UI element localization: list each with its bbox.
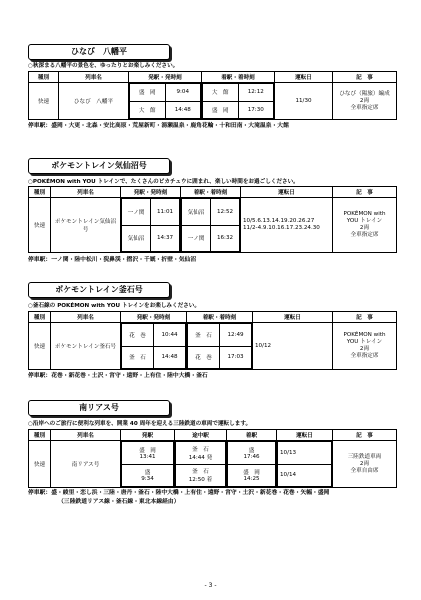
header-departure: 発駅・発時刻 [129, 72, 202, 83]
dep-station: 花 巻 [122, 324, 154, 347]
header-train-name: 列車名 [51, 430, 121, 441]
stopping-stations: 停車駅：盛岡・大更・北森・安比高原・荒屋新町・湯瀬温泉・鹿角花輪・十和田南・大滝温泉・大館 [28, 123, 289, 129]
intermediate-cell [175, 441, 227, 488]
departure-cell [121, 441, 175, 488]
dep-time: 11:01 [151, 199, 180, 226]
header-operating-days: 運転日 [275, 72, 333, 83]
header-operating-days: 運転日 [253, 312, 333, 323]
departure-cell [129, 83, 202, 120]
dep-station: 釜 石 [122, 346, 154, 369]
train-name: ポケモントレイン気仙沼号 [51, 198, 121, 253]
arr-station: 盛 岡 [203, 101, 239, 119]
arr-time: 14:25 [243, 476, 260, 483]
header-operating-days: 運転日 [241, 187, 333, 198]
header-type: 種別 [29, 187, 51, 198]
operating-days: 10/12 [253, 323, 333, 370]
section-title: ひなび 八幡平 [28, 44, 170, 60]
stopping-stations: 停車駅：一ノ関・陸中松川・猊鼻渓・摺沢・千厩・折壁・気仙沼 [28, 257, 197, 263]
header-departure: 発駅・発時刻 [121, 187, 181, 198]
train-type: 快速 [29, 323, 51, 370]
operating-day: 10/14 [278, 464, 332, 487]
header-intermediate: 途中駅 [175, 430, 227, 441]
arrival-cell [202, 83, 275, 120]
train-name: ポケモントレイン釜石号 [51, 323, 121, 370]
dep-time: 9:34 [141, 476, 154, 483]
section-title: ポケモントレイン釜石号 [28, 282, 170, 298]
schedule-table [28, 71, 397, 120]
schedule-table [28, 429, 397, 488]
dep-station: 気仙沼 [122, 225, 151, 252]
header-notes: 記 事 [333, 312, 397, 323]
header-arrival: 着駅・着時刻 [187, 312, 253, 323]
dep-station: 盛 岡 [139, 447, 156, 454]
arr-station: 盛 岡 [243, 470, 260, 477]
header-train-name: 列車名 [51, 312, 121, 323]
arr-time: 12:49 [220, 324, 252, 347]
stopping-stations: 停車駅：盛・綾里・恋し浜・三陸・唐丹・釜石・陸中大橋・上有住・遠野・宮守・土沢・新花巻・花巻・矢幅・盛岡 [28, 490, 330, 496]
arr-time: 16:32 [211, 225, 240, 252]
train-notes: POKÉMON with YOU トレイン 2両 全車指定席 [333, 323, 397, 370]
dep-time: 14:48 [165, 101, 201, 119]
arr-time: 12:12 [238, 84, 274, 102]
dep-station: 大 館 [130, 101, 166, 119]
section-title: ポケモントレイン気仙沼号 [28, 158, 170, 174]
operating-day: 10/13 [278, 442, 332, 465]
header-notes: 記 事 [333, 187, 397, 198]
train-name: ひなび 八幡平 [59, 83, 129, 120]
header-type: 種別 [29, 72, 59, 83]
dep-station: 盛 岡 [130, 84, 166, 102]
schedule-table [28, 311, 397, 370]
header-arrival: 着駅 [227, 430, 277, 441]
train-notes: 三陸鉄道車両 2両 全車自由席 [333, 441, 397, 488]
dep-station: 盛 [144, 470, 151, 477]
arrival-cell [181, 198, 241, 253]
mid-station: 釜 石 [192, 469, 209, 476]
train-type: 快速 [29, 441, 51, 488]
schedule-table [28, 186, 397, 253]
operating-days-cell [277, 441, 333, 488]
mid-time: 12:50 着 [188, 477, 213, 484]
section-description: ○沿岸へのご旅行に便利な列車を、開業 40 周年を迎える三陸鉄道の車両で運転します。 [28, 421, 252, 427]
train-notes: ひなび（陽旅）編成 2両 全車指定席 [333, 83, 397, 120]
arr-time: 17:03 [220, 346, 252, 369]
stopping-stations: 停車駅：花巻・新花巻・土沢・宮守・遠野・上有住・陸中大橋・釜石 [28, 373, 208, 379]
arr-time: 17:46 [243, 453, 260, 460]
arr-station: 大 館 [203, 84, 239, 102]
header-arrival: 着駅・着時刻 [202, 72, 275, 83]
arr-station: 盛 [248, 447, 255, 454]
train-name: 南リアス号 [51, 441, 121, 488]
train-type: 快速 [29, 198, 51, 253]
dep-time: 9:04 [165, 84, 201, 102]
header-arrival: 着駅・着時刻 [181, 187, 241, 198]
train-notes: POKÉMON with YOU トレイン 2両 全車指定席 [333, 198, 397, 253]
route-note: （三陸鉄道リアス線・釜石線・東北本線経由） [58, 499, 180, 505]
arr-time: 17:30 [238, 101, 274, 119]
section-description: ○秋深まる八幡平の景色を、ゆったりとお楽しみください。 [28, 63, 179, 69]
header-notes: 記 事 [333, 72, 397, 83]
mid-station: 釜 石 [192, 446, 209, 453]
header-notes: 記 事 [333, 430, 397, 441]
operating-days: 10/5.6.13.14.19.20.26.27 11/2-4.9.10.16.17.23.24.30 [241, 198, 333, 253]
arr-station: 気仙沼 [182, 199, 211, 226]
arr-station: 釜 石 [188, 324, 220, 347]
section-title: 南リアス号 [28, 400, 170, 416]
header-type: 種別 [29, 430, 51, 441]
dep-time: 13:41 [139, 453, 156, 460]
header-type: 種別 [29, 312, 51, 323]
operating-days: 11/30 [275, 83, 333, 120]
header-departure: 発駅 [121, 430, 175, 441]
dep-station: 一ノ関 [122, 199, 151, 226]
header-train-name: 列車名 [51, 187, 121, 198]
dep-time: 14:37 [151, 225, 180, 252]
header-departure: 発駅・発時刻 [121, 312, 187, 323]
departure-cell [121, 323, 187, 370]
arrival-cell [227, 441, 277, 488]
section-description: ○POKÉMON with YOU トレインで、たくさんのピカチュウに囲まれ、楽しい時間をお過ごしください。 [28, 179, 299, 185]
train-type: 快速 [29, 83, 59, 120]
arr-time: 12:52 [211, 199, 240, 226]
arr-station: 花 巻 [188, 346, 220, 369]
section-description: ○釜石線の POKÉMON with YOU トレインをお楽しみください。 [28, 303, 200, 309]
header-operating-days: 運転日 [277, 430, 333, 441]
departure-cell [121, 198, 181, 253]
arrival-cell [187, 323, 253, 370]
page-number: - 3 - [204, 582, 217, 589]
arr-station: 一ノ関 [182, 225, 211, 252]
mid-time: 14:44 発 [188, 454, 213, 461]
header-train-name: 列車名 [59, 72, 129, 83]
dep-time: 10:44 [154, 324, 186, 347]
dep-time: 14:48 [154, 346, 186, 369]
